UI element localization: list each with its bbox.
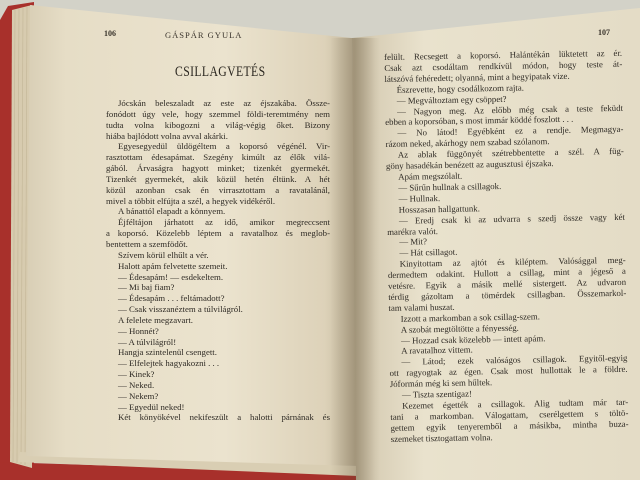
text-line: Halott apám felvetette szemeit.: [118, 260, 228, 271]
paragraph: [106, 206, 330, 217]
text-line: tani a markomban. Válogattam, cserélgettem s töltö-: [390, 407, 629, 422]
text-line: Jócskán beleszaladt az este az éjszakába. Össze-: [118, 98, 330, 108]
paragraph: [106, 141, 330, 206]
text-line: Két könyökével nekifeszült a halotti párnának és: [118, 412, 330, 423]
paragraph: [389, 353, 628, 390]
paragraph: [106, 315, 330, 326]
paragraph: [106, 304, 330, 315]
text-line: — Sűrűn hullnak a csillagok.: [398, 180, 502, 193]
text-line: gából. Árvaságra hagyott minket; tizenkét gyermekét.: [106, 163, 330, 174]
paragraph: [388, 255, 627, 314]
text-line: A szobát megtöltötte a fényesség.: [400, 322, 519, 335]
text-line: marékra valót.: [387, 225, 439, 237]
text-line: a koporsó. Közelebb léptem a ravatalhoz és meglob-: [106, 228, 330, 239]
text-line: — Eredj csak ki az udvarra s szedj össze vagy két: [398, 211, 625, 226]
text-line: — Tiszta szentigaz!: [401, 388, 472, 400]
text-line: Egyesegyedül üldögéltem a koporsó végénél. Vir-: [118, 141, 330, 152]
text-line: ebben a koporsóban, s most immár köddé foszlott . . .: [385, 114, 574, 128]
running-head: GÁSPÁR GYULA: [165, 30, 243, 40]
paragraph: [106, 412, 330, 423]
text-line: Jóformán még ki sem hűltek.: [389, 377, 493, 390]
text-line: dermedtem odakint. Hullott a csillag, mint a jégeső a: [387, 265, 626, 281]
text-line: Éjféltájon járhatott az idő, amikor megreccsent: [118, 217, 330, 228]
paragraph: [106, 380, 330, 391]
text-line: látszóvá fehéredett; olyanná, mint a hegyipatak vize.: [384, 70, 570, 84]
text-line: — A túlvilágról!: [118, 336, 177, 347]
text-line: Kinyitottam az ajtót és kiléptem. Valósággal meg-: [399, 255, 626, 269]
paragraph: [106, 337, 330, 348]
text-line: — Látod; ezek valóságos csillagok. Egyitől-egyig: [401, 353, 628, 368]
paragraph: [106, 369, 330, 380]
text-line: Az ablak függönyét szétrebbentette a szél. A füg-: [397, 145, 624, 160]
text-line: — Nekem?: [118, 390, 159, 401]
text-line: bentettem a szemfödőt.: [106, 238, 188, 249]
left-page-number: 106: [104, 29, 116, 38]
paragraph: [106, 282, 330, 293]
text-line: ott ragyogtak az égen. Csak most hullottak le a földre.: [389, 364, 628, 379]
text-line: — Neked.: [118, 379, 155, 390]
text-line: — Mi baj fiam?: [118, 282, 175, 293]
paragraph: [106, 250, 330, 261]
text-line: Apám megszólalt.: [398, 170, 463, 182]
text-line: — Csak visszanéztem a túlvilágról.: [118, 304, 243, 315]
text-line: — Hozzad csak közelebb — intett apám.: [400, 332, 546, 346]
text-line: rázom neked, akárhogy nem szabad szólanom.: [385, 136, 550, 150]
paragraph: [106, 326, 330, 337]
spine-shadow: [330, 38, 380, 480]
right-page-text: [384, 48, 629, 445]
text-line: A felelete megzavart.: [118, 314, 193, 325]
paragraph: [390, 397, 629, 445]
text-line: Észrevette, hogy csodálkozom rajta.: [396, 82, 524, 95]
paragraph: [106, 217, 330, 250]
paragraph: [106, 402, 330, 413]
paragraph: [106, 98, 330, 141]
text-line: — Egyedül neked!: [118, 401, 185, 412]
text-line: — Honnét?: [118, 325, 159, 336]
text-line: göny hasadékán benézett az augusztusi éjszaka.: [385, 158, 554, 172]
text-line: Hangja szintelenül csengett.: [118, 347, 217, 358]
text-line: Tizenkét gyermekét, akik közül hetén éltünk. A hét: [106, 173, 330, 184]
paragraph: [106, 347, 330, 358]
text-line: Csak azt csodáltam rendkívül módon, hogy teste át-: [384, 58, 623, 73]
text-line: A ravatalhoz vittem.: [401, 344, 473, 357]
text-line: A bánattól elapadt a könnyem.: [118, 206, 226, 217]
text-line: — Kinek?: [118, 369, 155, 380]
text-line: — No látod! Egyébként ez a rendje. Megmagya-: [397, 124, 624, 139]
paragraph: [106, 391, 330, 402]
paragraph: [106, 272, 330, 283]
text-line: fonódott úgy vele, hogy szemmel földi-teremtmény nem: [106, 108, 330, 119]
text-line: Izzott a markomban a sok csillag-szem.: [400, 311, 540, 324]
text-line: Hosszasan hallgattunk.: [398, 203, 480, 215]
chapter-title: CSILLAGVETÉS: [175, 64, 266, 80]
text-line: — Nagyon meg. Az előbb még csak a teste feküdt: [396, 102, 624, 117]
text-line: vetésre. Egyik a másik mellé sistergett. Az udvaron: [387, 276, 627, 291]
text-line: gettem egyik tenyeremből a másikba, mintha buza-: [390, 418, 629, 433]
paragraph: [384, 48, 623, 85]
text-line: tudta volna kibogozni a világ-végig őket. Bizony: [106, 119, 330, 130]
text-line: — Hullnak.: [398, 192, 441, 204]
text-line: tam valami huszat.: [388, 301, 455, 313]
text-line: Kezemet égették a csillagok. Alig tudtam már tar-: [402, 396, 629, 411]
text-line: mivel a többit elfújta a szél, a hegyek vidékéről.: [106, 195, 276, 206]
text-line: — Mit?: [399, 236, 428, 248]
paragraph: [106, 293, 330, 304]
text-line: szemeket tisztogattam volna.: [390, 431, 493, 444]
text-line: felült. Recsegett a koporsó. Halántékán lüktetett az ér.: [384, 47, 623, 62]
left-page-text: [106, 98, 330, 423]
text-line: Szívem körül elhűlt a vér.: [118, 249, 209, 260]
paragraph: [106, 358, 330, 369]
right-page-number: 107: [598, 28, 610, 37]
text-line: — Hát csillagot.: [399, 247, 458, 259]
text-line: — Édesapám! — esdekeltem.: [118, 271, 224, 282]
text-line: — Édesapám . . . feltámadott?: [118, 293, 225, 304]
text-line: térdig gázoltam a tömérdek csillagban. Összemarkol-: [388, 287, 627, 302]
text-line: közül azonban csak én virrasztottam a ravatalánál,: [106, 184, 330, 195]
text-line: hiába bajlódott volna avval akárki.: [106, 130, 228, 141]
text-line: — Elfelejtek hagyakozni . . .: [118, 358, 220, 369]
text-line: — Megváltoztam egy csöppet?: [396, 93, 507, 106]
text-line: rasztottam édesapámat. Szegény kimúlt az élők vilá-: [106, 152, 330, 163]
paragraph: [106, 261, 330, 272]
